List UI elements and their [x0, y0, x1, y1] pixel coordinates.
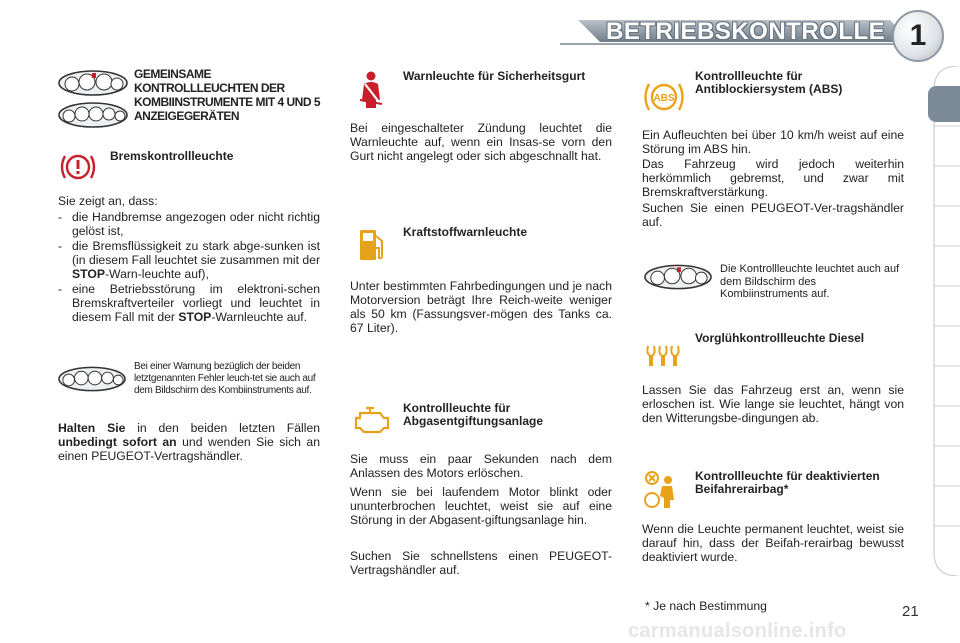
abs-icon-text: ABS [653, 93, 675, 104]
abs-text-1: Ein Aufleuchten bei über 10 km/h weist auf eine Störung im ABS hin. [642, 128, 904, 156]
brake-heading: Bremskontrollleuchte [110, 149, 234, 163]
brake-warning-icon [58, 150, 98, 184]
instrument-cluster-icon [58, 366, 126, 392]
instrument-cluster-4-gauges-icon [58, 70, 128, 96]
airbag-heading: Kontrollleuchte für deaktivierten Beifahrerairbag* [695, 469, 880, 496]
chapter-number: 1 [892, 10, 944, 62]
exhaust-text-3: Suchen Sie schnellstens einen PEUGEOT-Vertragshändler auf. [350, 549, 612, 577]
page-title: BETRIEBSKONTROLLE [606, 18, 886, 45]
shared-lights-heading: GEMEINSAME KONTROLLLEUCHTEN DER KOMBIINSTRUMENTE MIT 4 UND 5 ANZEIGEGERÄTEN [134, 67, 321, 123]
glow-text: Lassen Sie das Fahrzeug erst an, wenn sie erloschen ist. Wie lange sie leuchtet, hängt von den Witterungsbe-dingungen ab. [642, 383, 904, 425]
abs-text-3: Suchen Sie einen PEUGEOT-Ver-tragshändler auf. [642, 201, 904, 229]
active-chapter-tab[interactable] [928, 86, 960, 122]
brake-item-2: - die Bremsflüssigkeit zu stark abge-sunken ist (in diesem Fall leuchtet sie zusammen mit der STOP-Warn-leuchte auf), [58, 239, 320, 281]
glow-heading: Vorglühkontrollleuchte Diesel [695, 331, 865, 345]
fuel-warning-icon [356, 224, 386, 264]
abs-warning-icon [640, 78, 688, 116]
abs-note: Die Kontrollleuchte leuchtet auch auf dem Bildschirm des Kombiinstruments auf. [720, 263, 900, 300]
chapter-side-tabs[interactable] [928, 66, 960, 576]
brake-note: Bei einer Warnung bezüglich der beiden letztgenannten Fehler leuch-tet sie auch auf dem Bildschirm des Kombiinstruments auf. [134, 361, 316, 396]
airbag-text: Wenn die Leuchte permanent leuchtet, weist sie darauf hin, dass der Beifah-rerairbag bewusst deaktiviert wurde. [642, 522, 904, 564]
abs-text-2: Das Fahrzeug wird jedoch weiterhin herkömmlich gebremst, und zwar mit Bremskraftverstärkung. [642, 157, 904, 199]
stop-advice-text2: und wenden Sie sich an einen PEUGEOT-Vertragshändler. [58, 435, 320, 463]
exhaust-text-1: Sie muss ein paar Sekunden nach dem Anlassen des Motors erlöschen. [350, 452, 612, 480]
glow-plug-icon [642, 340, 686, 370]
engine-exhaust-icon [352, 404, 392, 438]
airbag-deactivated-icon [640, 470, 684, 510]
brake-item-3: - eine Betriebsstörung im elektroni-schen Bremskraftverteiler vorliegt und leuchtet in diesem Fall mit der STOP-Warnleuchte auf. [58, 282, 320, 324]
stop-advice [58, 421, 320, 463]
stop-advice-text1: in den beiden letzten Fällen [125, 421, 321, 435]
page-number: 21 [902, 603, 919, 620]
stop-advice-bold: Halten Sie [58, 421, 126, 435]
fuel-heading: Kraftstoffwarnleuchte [403, 225, 528, 239]
seatbelt-text: Bei eingeschalteter Zündung leuchtet die Warnleuchte auf, wenn ein Insas-se vorn den Gurt nicht angelegt oder sich abgeschnallt hat. [350, 121, 612, 163]
exhaust-text-2: Wenn sie bei laufendem Motor blinkt oder ununterbrochen leuchtet, weist sie auf eine Störung in der Abgasent-giftungsanlage hin. [350, 485, 612, 527]
watermark-url: carmanualsonline.info [628, 620, 847, 642]
instrument-cluster-icon [644, 264, 712, 290]
brake-item-1: - die Handbremse angezogen oder nicht richtig gelöst ist, [58, 210, 320, 238]
brake-list [58, 210, 320, 325]
seatbelt-warning-icon [354, 70, 388, 110]
seatbelt-heading: Warnleuchte für Sicherheitsgurt [403, 69, 586, 83]
footnote: * Je nach Bestimmung [645, 599, 767, 613]
fuel-text: Unter bestimmten Fahrbedingungen und je nach Motorversion beträgt Ihre Reich-weite weniger als 50 km (Fassungsver-mögen des Tanks ca. 67 Liter). [350, 279, 612, 335]
abs-heading: Kontrollleuchte für Antiblockiersystem (ABS) [695, 69, 843, 96]
instrument-cluster-5-gauges-icon [58, 102, 128, 128]
exhaust-heading: Kontrollleuchte für Abgasentgiftungsanlage [403, 401, 544, 428]
stop-advice-bold2: unbedingt sofort an [58, 435, 177, 449]
brake-intro: Sie zeigt an, dass: [58, 194, 158, 208]
